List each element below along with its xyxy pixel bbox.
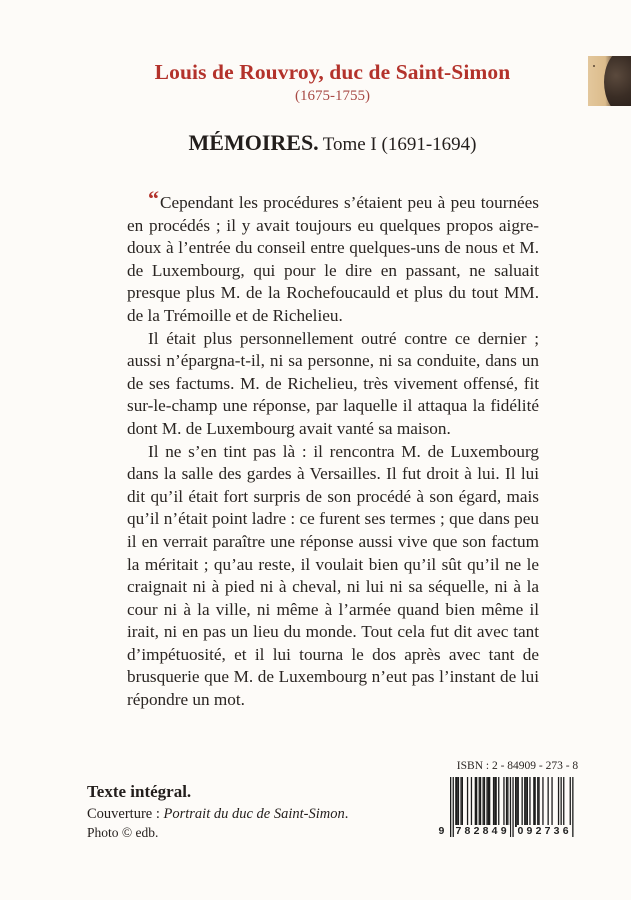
barcode-bar (471, 777, 472, 827)
barcode-bar (486, 777, 487, 827)
barcode-bar (516, 777, 517, 827)
barcode-bar (460, 777, 461, 827)
cover-credit-end: . (344, 806, 349, 822)
barcode-bar (498, 777, 499, 827)
author-name: Louis de Rouvroy, duc de Saint-Simon (154, 60, 511, 84)
barcode-bar (484, 777, 485, 827)
portrait-thumbnail-icon (588, 56, 631, 106)
barcode-bar (476, 777, 477, 827)
barcode-bar (455, 777, 456, 827)
barcode-digits (438, 825, 583, 839)
barcode-bar (503, 777, 504, 827)
author-dates: (1675-1755) (295, 88, 370, 104)
excerpt-paragraph (127, 186, 539, 328)
excerpt-paragraph-text: Cependant les procédures s’étaient peu à peu tournées en procédés ; il y avait toujours eu quelques propos aigre-doux à l’entrée du conseil entre quelques-uns de nous et M. de Luxembourg, qui pour le dire en passant, ne saluait presque plus M. de la Rochefoucauld et plus du tout MM. de la Trémoille et de Richelieu. (127, 193, 539, 325)
barcode-bar (479, 777, 480, 827)
isbn-block (438, 760, 583, 839)
barcode-bar (548, 777, 549, 827)
barcode-bar (475, 777, 476, 827)
work-volume: Tome I (1691-1694) (322, 134, 477, 155)
barcode-bar (527, 777, 528, 827)
cover-credit (87, 806, 348, 823)
barcode-bar (551, 777, 552, 827)
barcode-bar (533, 777, 534, 827)
work-title (120, 130, 545, 156)
barcode-bar (506, 777, 507, 827)
barcode-bar (515, 777, 516, 827)
barcode-bar (518, 777, 519, 827)
opening-quote-icon: “ (148, 186, 159, 211)
barcode-digit-group-right: 092736 (517, 825, 572, 837)
barcode-bar (467, 777, 468, 827)
work-title-main: MÉMOIRES. (188, 130, 319, 155)
barcode-bar (489, 777, 490, 827)
barcode-bar (561, 777, 562, 827)
cover-credit-title: Portrait du duc de Saint-Simon (163, 806, 345, 822)
barcode-bar (480, 777, 481, 827)
excerpt (127, 186, 539, 712)
barcode-bar (538, 777, 539, 827)
barcode-bar (535, 777, 536, 827)
full-text-label: Texte intégral. (87, 782, 192, 801)
barcode-icon (438, 777, 583, 839)
isbn-label: ISBN : 2 - 84909 - 273 - 8 (456, 760, 579, 772)
barcode-bar (542, 777, 543, 827)
barcode-bar (496, 777, 497, 827)
barcode-bar (493, 777, 494, 827)
barcode-bar (524, 777, 525, 827)
barcode-digit-group-left: 782849 (455, 825, 510, 837)
portrait-hair (604, 56, 631, 106)
barcode-bar (483, 777, 484, 827)
photo-credit: Photo © edb. (87, 825, 159, 840)
excerpt-paragraph: Il était plus personnellement outré contre ce dernier ; aussi n’épargna-t-il, ni sa personne, ni sa conduite, dans un de ses factums. M. de Richelieu, très vivement offensé, fit sur-le-champ une réponse, par laquelle il attaqua la fidélité dont M. de Luxembourg avait vanté sa maison. (127, 328, 539, 438)
barcode-bar (522, 777, 523, 827)
barcode-bar (457, 777, 458, 827)
cover-credit-label: Couverture : (87, 806, 164, 822)
barcode-bar (507, 777, 508, 827)
barcode-bar (558, 777, 559, 827)
barcode-bar (458, 777, 459, 827)
barcode-bar (525, 777, 526, 827)
barcode-bar (462, 777, 463, 827)
barcode-bar (563, 777, 564, 827)
portrait-speck (593, 65, 595, 67)
barcode-bar (529, 777, 530, 827)
barcode-bar (537, 777, 538, 827)
barcode-digit-group-lead: 9 (438, 825, 445, 837)
barcode-bar (488, 777, 489, 827)
colophon (87, 782, 348, 841)
excerpt-paragraph: Il ne s’en tint pas là : il rencontra M. de Luxembourg dans la salle des gardes à Versailles. Il fut droit à lui. Il lui dit qu’il était fort surpris de son procédé à son égard, mais qu’il n’était point ladre : ce furent ses termes ; que dans peu il en verrait paraître une réponse aussi vive que son factum la méritait ; qu’au reste, il voulait bien qu’il sût qu’il ne le craignait ni à pied ni à cheval, ni lui ni sa séquelle, ni à la cour ni à la ville, ni même à l’armée quand bien même il irait, ni en pas un lieu du monde. Tout cela fut dit avec tant d’impétuosité, et il lui tourna le dos après avec tant de brusquerie que M. de Luxembourg n’eut pas l’instant de lui répondre un mot. (127, 441, 539, 710)
barcode-bar (494, 777, 495, 827)
